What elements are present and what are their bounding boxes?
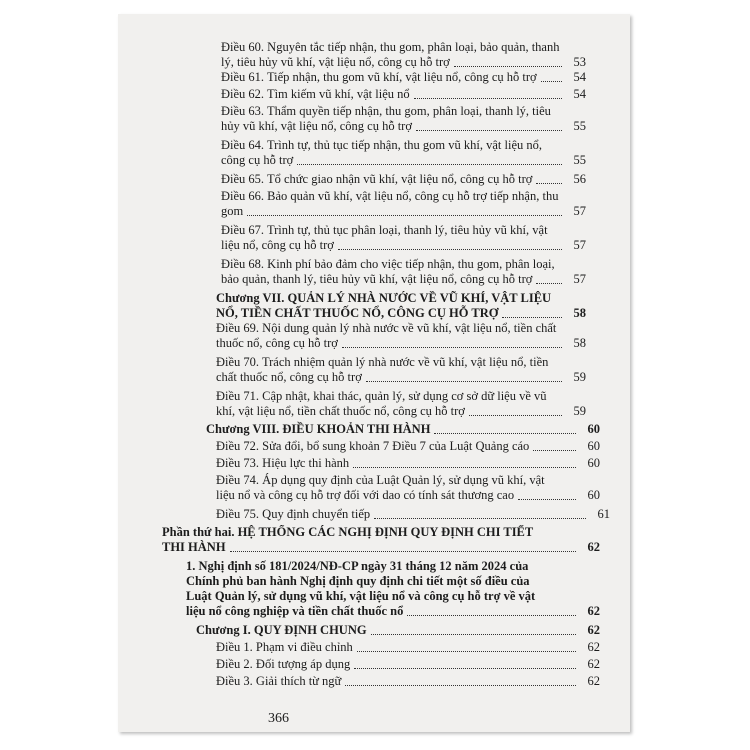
toc-entry — [216, 473, 600, 503]
toc-entry-line: Điều 73. Hiệu lực thi hành — [216, 456, 350, 470]
toc-page-number: 60 — [587, 439, 600, 453]
toc-entry-last-line — [216, 456, 600, 471]
toc-page-number: 59 — [573, 404, 586, 418]
toc-entry — [216, 355, 586, 385]
toc-entry-last-line — [216, 640, 600, 655]
toc-entry-line: gom — [221, 204, 244, 218]
toc-entry-line: THI HÀNH — [162, 540, 226, 554]
toc-entry-last-line — [216, 674, 600, 689]
leader-dots — [536, 183, 562, 184]
toc-entry-line: công cụ hỗ trợ — [221, 153, 294, 167]
toc-page-number: 59 — [573, 370, 586, 384]
toc-page-number: 60 — [587, 456, 600, 470]
toc-entry-line: Phần thứ hai. HỆ THỐNG CÁC NGHỊ ĐỊNH QUY ĐỊNH CHI TIẾT — [162, 525, 534, 539]
toc-entry — [186, 559, 600, 619]
toc-entry-line: Điều 75. Quy định chuyển tiếp — [216, 507, 371, 521]
toc-entry-line: Điều 70. Trách nhiệm quản lý nhà nước về vũ khí, vật liệu nổ, tiền — [216, 355, 549, 369]
toc-entry-line: Điều 69. Nội dung quản lý nhà nước về vũ khí, vật liệu nổ, tiền chất — [216, 321, 557, 335]
leader-dots — [354, 668, 576, 669]
toc-entry — [206, 422, 600, 437]
toc-page-number: 61 — [597, 507, 610, 521]
toc-entry-last-line — [221, 272, 586, 287]
toc-entry-line: Điều 65. Tổ chức giao nhận vũ khí, vật liệu nổ, công cụ hỗ trợ — [221, 172, 533, 186]
toc-entry — [216, 321, 586, 351]
toc-entry — [216, 657, 600, 672]
toc-entry-line: Điều 2. Đối tượng áp dụng — [216, 657, 351, 671]
toc-entry-last-line — [216, 488, 600, 503]
toc-page-number: 58 — [573, 336, 586, 350]
toc-entry-last-line — [221, 153, 586, 168]
toc-entry-line: Điều 62. Tìm kiếm vũ khí, vật liệu nổ — [221, 87, 410, 101]
toc-entry — [162, 525, 600, 555]
leader-dots — [518, 499, 576, 500]
leader-dots — [353, 467, 576, 468]
toc-entry-last-line — [216, 439, 600, 454]
leader-dots — [533, 450, 576, 451]
toc-entry-last-line — [221, 204, 586, 219]
toc-entry — [216, 640, 600, 655]
toc-entry-last-line — [216, 657, 600, 672]
toc-page-number: 60 — [587, 422, 600, 436]
toc-entry-last-line — [206, 422, 600, 437]
leader-dots — [230, 551, 576, 552]
toc-entry-last-line — [221, 55, 586, 70]
toc-entry — [221, 172, 586, 187]
toc-entry-last-line — [216, 507, 610, 522]
leader-dots — [297, 164, 562, 165]
toc-entry — [216, 674, 600, 689]
toc-entry — [216, 456, 600, 471]
toc-entry-line: Điều 3. Giải thích từ ngữ — [216, 674, 342, 688]
toc-entry-last-line — [221, 70, 586, 85]
toc-entry-last-line — [186, 604, 600, 619]
toc-entry-line: lý, tiêu hủy vũ khí, vật liệu nổ, công cụ hỗ trợ — [221, 55, 450, 69]
toc-page-number: 62 — [587, 623, 600, 637]
toc-entry — [221, 189, 586, 219]
toc-page-number: 55 — [573, 119, 586, 133]
toc-entry-line: khí, vật liệu nổ, tiền chất thuốc nổ, công cụ hỗ trợ — [216, 404, 465, 418]
toc-page-number: 56 — [573, 172, 586, 186]
toc-entry-last-line — [216, 306, 586, 321]
toc-page-number: 57 — [573, 272, 586, 286]
toc-page-number: 54 — [573, 70, 586, 84]
toc-entry-last-line — [216, 336, 586, 351]
toc-entry-line: Điều 74. Áp dụng quy định của Luật Quản lý, sử dụng vũ khí, vật — [216, 473, 545, 487]
leader-dots — [374, 518, 586, 519]
toc-entry-line: Chính phủ ban hành Nghị định quy định chi tiết một số điều của — [186, 574, 530, 588]
toc-entry-line: Điều 61. Tiếp nhận, thu gom vũ khí, vật liệu nổ, công cụ hỗ trợ — [221, 70, 537, 84]
leader-dots — [454, 66, 562, 67]
leader-dots — [541, 81, 562, 82]
toc-entry-line: bảo quản, thanh lý, tiêu hủy vũ khí, vật liệu nổ, công cụ hỗ trợ — [221, 272, 533, 286]
toc-page-number: 62 — [587, 540, 600, 554]
toc-entry — [216, 389, 586, 419]
leader-dots — [469, 415, 562, 416]
toc-entry-last-line — [216, 370, 586, 385]
toc-page-number: 62 — [587, 604, 600, 618]
toc-entry — [221, 138, 586, 168]
toc-entry — [216, 291, 586, 321]
leader-dots — [366, 381, 562, 382]
toc-entry-last-line — [221, 119, 586, 134]
leader-dots — [247, 215, 562, 216]
toc-entry-line: liệu nổ, công cụ hỗ trợ — [221, 238, 334, 252]
leader-dots — [371, 634, 576, 635]
toc-entry-line: NỔ, TIỀN CHẤT THUỐC NỔ, CÔNG CỤ HỖ TRỢ — [216, 306, 499, 320]
toc-entry-line: liệu nổ và công cụ hỗ trợ đối với dao có tính sát thương cao — [216, 488, 515, 502]
leader-dots — [536, 283, 562, 284]
toc-entry-line: hủy vũ khí, vật liệu nổ, công cụ hỗ trợ — [221, 119, 412, 133]
leader-dots — [342, 347, 562, 348]
toc-page-number: 57 — [573, 238, 586, 252]
toc-entry-line: liệu nổ công nghiệp và tiền chất thuốc nổ — [186, 604, 404, 618]
leader-dots — [416, 130, 562, 131]
toc-entry-line: Điều 60. Nguyên tắc tiếp nhận, thu gom, phân loại, bảo quản, thanh — [221, 40, 560, 54]
toc-entry — [221, 223, 586, 253]
toc-entry-last-line — [221, 87, 586, 102]
toc-entry-last-line — [221, 238, 586, 253]
toc-entry-line: Điều 72. Sửa đổi, bổ sung khoản 7 Điều 7 của Luật Quảng cáo — [216, 439, 530, 453]
toc-page-number: 55 — [573, 153, 586, 167]
toc-entry-line: Chương I. QUY ĐỊNH CHUNG — [196, 623, 367, 637]
toc-entry-last-line — [162, 540, 600, 555]
toc-entry-line: Điều 63. Thẩm quyền tiếp nhận, thu gom, phân loại, thanh lý, tiêu — [221, 104, 551, 118]
leader-dots — [357, 651, 576, 652]
leader-dots — [434, 433, 576, 434]
toc-page-number: 58 — [573, 306, 586, 320]
toc-entry-line: Luật Quản lý, sử dụng vũ khí, vật liệu nổ và công cụ hỗ trợ về vật — [186, 589, 536, 603]
leader-dots — [345, 685, 576, 686]
leader-dots — [502, 317, 562, 318]
toc-entry-line: Điều 71. Cập nhật, khai thác, quản lý, sử dụng cơ sở dữ liệu về vũ — [216, 389, 547, 403]
toc-page-number: 60 — [587, 488, 600, 502]
page-number: 366 — [268, 711, 289, 726]
toc-entry — [221, 70, 586, 85]
toc-entry — [221, 40, 586, 70]
toc-entry — [221, 87, 586, 102]
leader-dots — [407, 615, 576, 616]
toc-page-number: 62 — [587, 640, 600, 654]
toc-page-number: 54 — [573, 87, 586, 101]
toc-page-number: 62 — [587, 657, 600, 671]
leader-dots — [338, 249, 562, 250]
toc-entry — [221, 257, 586, 287]
toc-page-number: 57 — [573, 204, 586, 218]
toc-page-number: 53 — [573, 55, 586, 69]
toc-entry-line: Điều 66. Bảo quản vũ khí, vật liệu nổ, công cụ hỗ trợ tiếp nhận, thu — [221, 189, 559, 203]
leader-dots — [414, 98, 562, 99]
toc-entry-line: 1. Nghị định số 181/2024/NĐ-CP ngày 31 tháng 12 năm 2024 của — [186, 559, 529, 573]
toc-entry-line: chất thuốc nổ, công cụ hỗ trợ — [216, 370, 362, 384]
toc-entry — [216, 507, 610, 522]
toc-entry-line: Chương VII. QUẢN LÝ NHÀ NƯỚC VỀ VŨ KHÍ, VẬT LIỆU — [216, 291, 552, 305]
toc-entry-line: Điều 64. Trình tự, thủ tục tiếp nhận, thu gom vũ khí, vật liệu nổ, — [221, 138, 542, 152]
toc-entry-line: Điều 68. Kinh phí bảo đảm cho việc tiếp nhận, thu gom, phân loại, — [221, 257, 555, 271]
toc-entry-line: Điều 67. Trình tự, thủ tục phân loại, thanh lý, tiêu hủy vũ khí, vật — [221, 223, 548, 237]
book-page — [118, 14, 630, 732]
toc-entry — [221, 104, 586, 134]
toc-entry-last-line — [221, 172, 586, 187]
toc-page-number: 62 — [587, 674, 600, 688]
toc-entry-last-line — [216, 404, 586, 419]
toc-entry-last-line — [196, 623, 600, 638]
toc-entry — [196, 623, 600, 638]
toc-entry-line: thuốc nổ, công cụ hỗ trợ — [216, 336, 338, 350]
toc-entry-line: Điều 1. Phạm vi điều chỉnh — [216, 640, 353, 654]
toc-entry-line: Chương VIII. ĐIỀU KHOẢN THI HÀNH — [206, 422, 431, 436]
toc-entry — [216, 439, 600, 454]
